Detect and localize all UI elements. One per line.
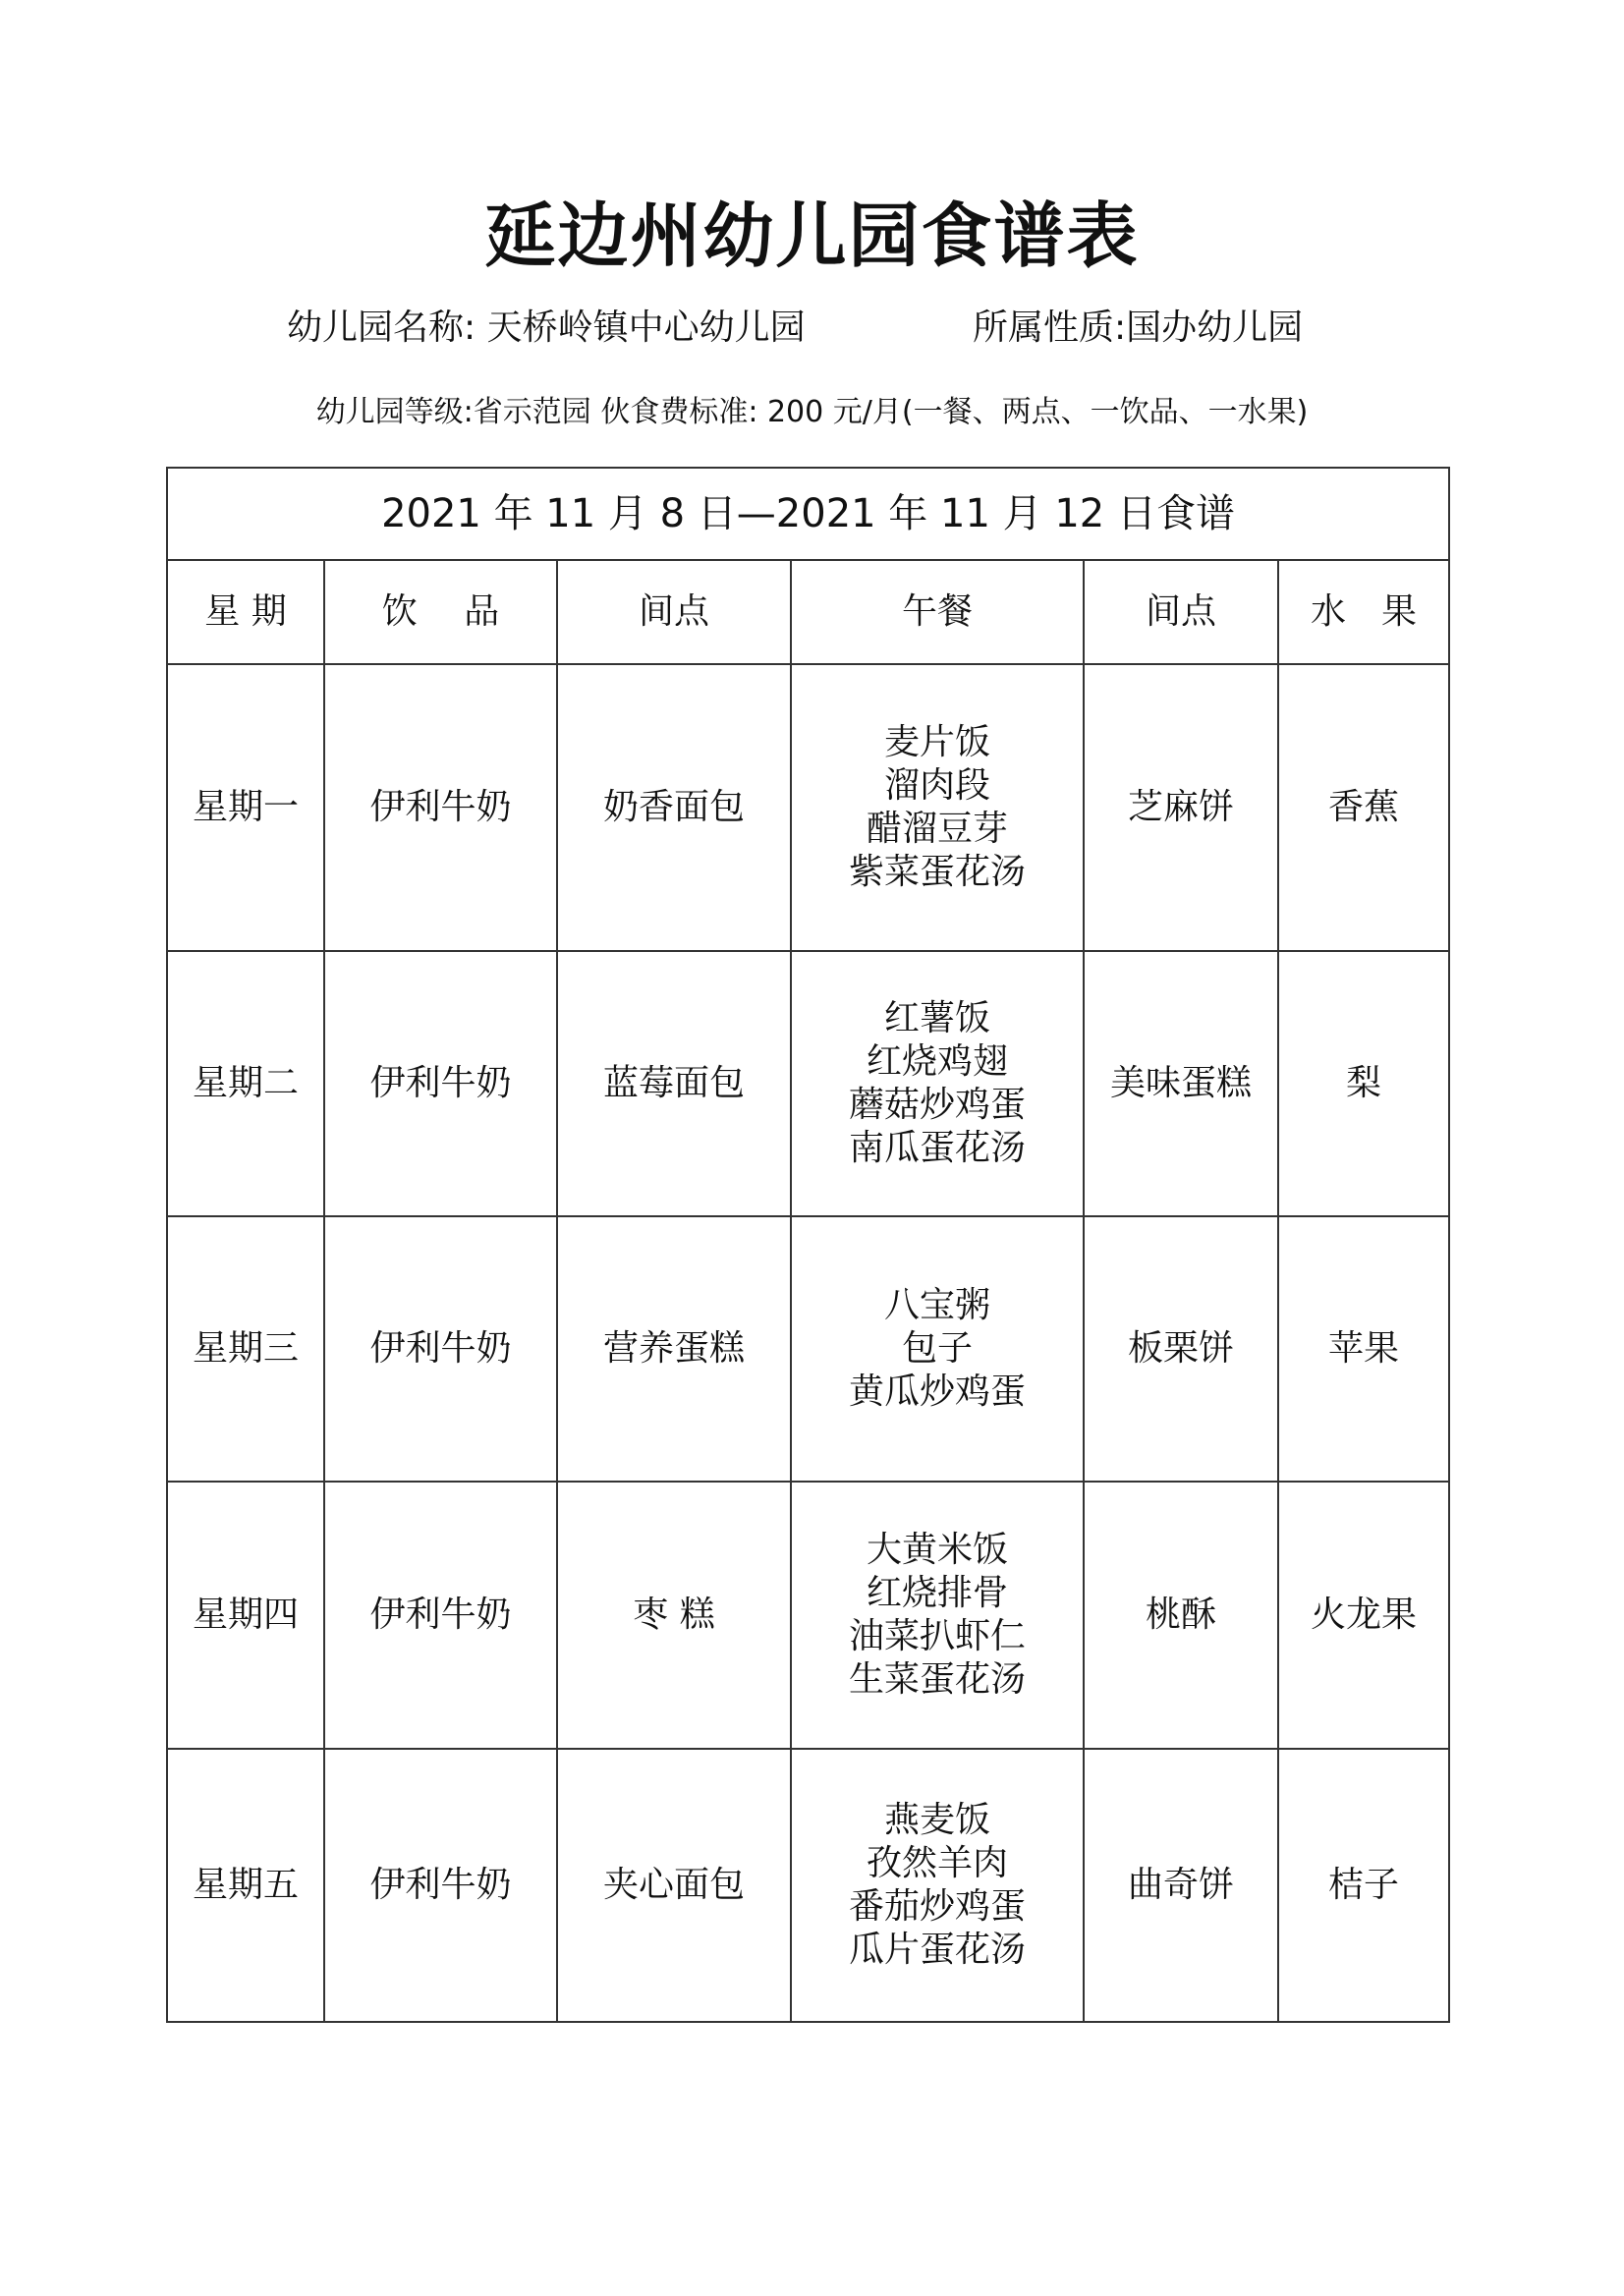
lunch-item: 瓜片蛋花汤: [848, 1930, 1026, 1970]
lunch-cell: [791, 951, 1084, 1216]
day-cell: 星期四: [167, 1482, 324, 1749]
lunch-item: 南瓜蛋花汤: [848, 1128, 1026, 1168]
day-cell: 星期五: [167, 1749, 324, 2022]
lunch-item: 紫菜蛋花汤: [848, 852, 1026, 892]
lunch-item: 八宝粥: [883, 1285, 990, 1325]
document-title: 延边州幼儿园食谱表: [484, 195, 1140, 277]
lunch-item: 燕麦饭: [883, 1800, 990, 1840]
lunch-cell: [791, 1749, 1084, 2022]
lunch-item: 生菜蛋花汤: [848, 1659, 1026, 1700]
column-header-day: 星 期: [167, 560, 324, 664]
column-header-snack-1: 间点: [557, 560, 791, 664]
snack-1-cell: 奶香面包: [557, 664, 791, 951]
snack-1-cell: 夹心面包: [557, 1749, 791, 2022]
snack-1-cell: 蓝莓面包: [557, 951, 791, 1216]
lunch-item: 番茄炒鸡蛋: [848, 1886, 1026, 1927]
column-header-lunch: 午餐: [791, 560, 1084, 664]
snack-2-cell: 板栗饼: [1084, 1216, 1278, 1482]
table-row: [167, 1749, 1449, 2022]
drink-cell: 伊利牛奶: [324, 1216, 557, 1482]
header-row: [167, 560, 1449, 664]
lunch-item: 红烧排骨: [866, 1573, 1008, 1613]
day-cell: 星期三: [167, 1216, 324, 1482]
snack-2-cell: 曲奇饼: [1084, 1749, 1278, 2022]
fruit-cell: 香蕉: [1278, 664, 1449, 951]
column-header-fruit: 水 果: [1278, 560, 1449, 664]
lunch-item: 油菜扒虾仁: [848, 1616, 1026, 1656]
grade-and-fee: 幼儿园等级:省示范园 伙食费标准: 200 元/月(一餐、两点、一饮品、一水果): [315, 395, 1309, 429]
lunch-item: 蘑菇炒鸡蛋: [848, 1085, 1026, 1125]
fruit-cell: 火龙果: [1278, 1482, 1449, 1749]
lunch-item: 大黄米饭: [866, 1530, 1008, 1570]
lunch-item: 麦片饭: [883, 722, 990, 762]
lunch-cell: [791, 1482, 1084, 1749]
lunch-item: 红薯饭: [883, 998, 990, 1038]
lunch-cell: [791, 664, 1084, 951]
fruit-cell: 梨: [1278, 951, 1449, 1216]
snack-2-cell: 桃酥: [1084, 1482, 1278, 1749]
kindergarten-name: 幼儿园名称: 天桥岭镇中心幼儿园: [287, 308, 806, 348]
lunch-item: 溜肉段: [883, 765, 990, 806]
table-row: [167, 1482, 1449, 1749]
snack-1-cell: 枣 糕: [557, 1482, 791, 1749]
drink-cell: 伊利牛奶: [324, 1749, 557, 2022]
snack-1-cell: 营养蛋糕: [557, 1216, 791, 1482]
kindergarten-type: 所属性质:国办幼儿园: [973, 308, 1304, 348]
lunch-item: 黄瓜炒鸡蛋: [848, 1372, 1026, 1412]
drink-cell: 伊利牛奶: [324, 951, 557, 1216]
fruit-cell: 桔子: [1278, 1749, 1449, 2022]
drink-cell: 伊利牛奶: [324, 1482, 557, 1749]
drink-cell: 伊利牛奶: [324, 664, 557, 951]
table-row: [167, 664, 1449, 951]
lunch-item: 红烧鸡翅: [866, 1041, 1008, 1082]
snack-2-cell: 美味蛋糕: [1084, 951, 1278, 1216]
fruit-cell: 苹果: [1278, 1216, 1449, 1482]
table-row: [167, 951, 1449, 1216]
day-cell: 星期二: [167, 951, 324, 1216]
lunch-cell: [791, 1216, 1084, 1482]
period-row: [167, 468, 1449, 560]
day-cell: 星期一: [167, 664, 324, 951]
column-header-drink: 饮 品: [324, 560, 557, 664]
period-heading: 2021 年 11 月 8 日—2021 年 11 月 12 日食谱: [167, 468, 1449, 560]
snack-2-cell: 芝麻饼: [1084, 664, 1278, 951]
lunch-item: 醋溜豆芽: [866, 809, 1008, 849]
lunch-item: 包子: [901, 1328, 973, 1369]
menu-table: [166, 467, 1450, 2023]
table-row: [167, 1216, 1449, 1482]
lunch-item: 孜然羊肉: [866, 1843, 1008, 1883]
column-header-snack-2: 间点: [1084, 560, 1278, 664]
